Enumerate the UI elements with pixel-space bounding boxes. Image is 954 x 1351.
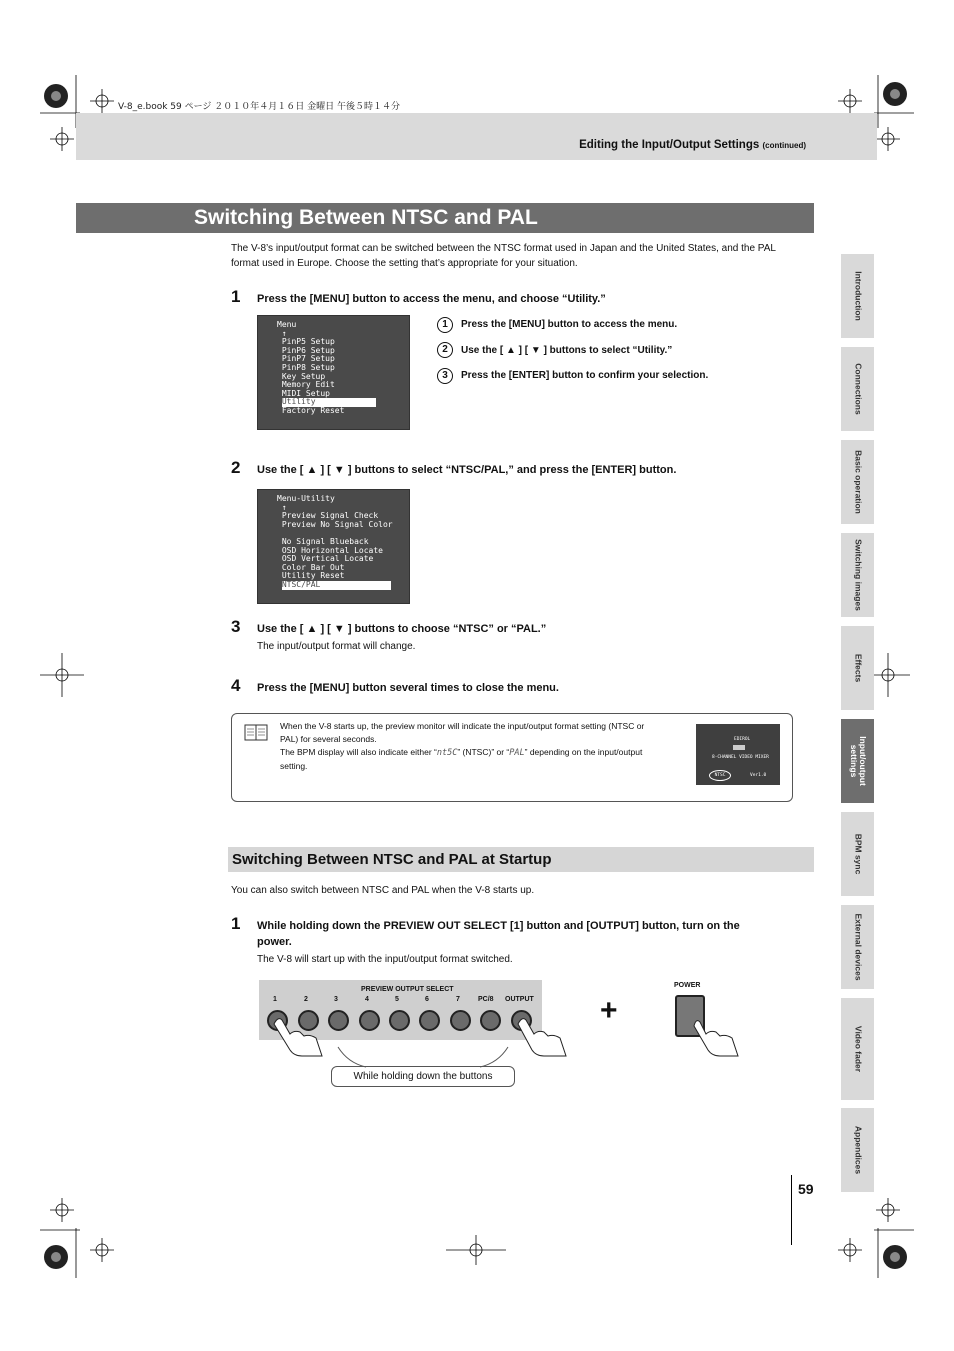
tab-label: Basic operation [853, 450, 863, 514]
step-text: Press the [MENU] button to access the menu, and choose “Utility.” [257, 293, 606, 305]
tab-label: Connections [853, 363, 863, 415]
panel-label: PREVIEW OUTPUT SELECT [361, 986, 454, 993]
scroll-up-arrow-icon: ↑ [281, 328, 287, 338]
panel-button-label: OUTPUT [505, 996, 534, 1003]
step-line: power. [257, 936, 292, 948]
tab-label: BPM sync [853, 833, 863, 875]
panel-button-label: 2 [304, 996, 308, 1003]
menu-item: OSD Horizontal Locate [281, 545, 383, 555]
startup-mode: NTSC [709, 770, 731, 781]
step-number: 4 [231, 676, 241, 695]
substep-text: Use the [ ▲ ] [ ▼ ] buttons to select “Utility.” [461, 345, 673, 356]
startup-version: Ver1.0 [750, 773, 767, 778]
menu-item: Preview No Signal Color [281, 519, 393, 529]
menu-item: PinP7 Setup [281, 354, 335, 364]
step-subtext: The V-8 will start up with the input/output format switched. [257, 954, 513, 965]
tab-label: Video fader [853, 1025, 863, 1073]
step-number: 1 [231, 287, 241, 306]
panel-button-label: PC/8 [478, 996, 494, 1003]
step-subtext: The input/output format will change. [257, 641, 416, 652]
menu-item-selected: Utility [282, 398, 376, 407]
power-label: POWER [674, 982, 701, 989]
startup-logo [733, 745, 745, 750]
tab-label: Appendices [853, 1125, 863, 1175]
pressing-hand-icon [690, 1010, 750, 1060]
menu-item: Memory Edit [281, 380, 335, 390]
startup-brand: EDIROL [734, 737, 751, 742]
step-number: 2 [231, 458, 241, 477]
utility-screen-text [277, 495, 393, 590]
subsection-title: Switching Between NTSC and PAL at Startup [232, 851, 552, 868]
page-number: 59 [798, 1181, 814, 1197]
substep-number: 3 [437, 368, 453, 384]
tab-external-devices[interactable] [841, 905, 874, 989]
panel-button-label: 1 [273, 996, 277, 1003]
startup-screen [696, 724, 780, 785]
tab-video-fader[interactable] [841, 998, 874, 1100]
page-divider [791, 1175, 792, 1245]
startup-model: 8-CHANNEL VIDEO MIXER [712, 755, 769, 760]
note-line: PAL) for several seconds. [280, 734, 377, 744]
ntsc-segment-display: nt5C [436, 748, 458, 758]
menu-title: Menu [277, 320, 297, 329]
tab-appendices[interactable] [841, 1108, 874, 1192]
step-text [257, 918, 787, 950]
panel-button-label: 4 [365, 996, 369, 1003]
tab-label: Input/output settings [848, 736, 868, 786]
menu-item: PinP8 Setup [281, 362, 335, 372]
step-line: While holding down the PREVIEW OUT SELECT [1] button and [OUTPUT] button, turn on the [257, 920, 740, 932]
note-fragment: The BPM display will also indicate either “ [280, 747, 437, 757]
panel-button-label: 6 [425, 996, 429, 1003]
tab-input-output-settings[interactable] [841, 719, 874, 803]
panel-button-label: 7 [456, 996, 460, 1003]
step-number: 3 [231, 617, 241, 636]
header-title [579, 139, 806, 151]
substep-number: 2 [437, 342, 453, 358]
note-line [280, 746, 690, 760]
plus-sign: + [600, 994, 618, 1027]
menu-item: Utility Reset [281, 571, 345, 581]
menu-item: No Signal Blueback [281, 536, 369, 546]
tab-label: Effects [853, 653, 863, 683]
note-line: setting. [280, 761, 308, 771]
intro-line: The V-8’s input/output format can be switched between the NTSC format used in Japan and the United States, and the PAL [231, 243, 776, 254]
intro [231, 241, 801, 271]
tab-label: External devices [853, 913, 863, 981]
menu-item: Key Setup [281, 371, 326, 381]
panel-button-label: 5 [395, 996, 399, 1003]
header-continued: (continued) [762, 141, 806, 150]
utility-title: Menu-Utility [277, 494, 335, 503]
utility-screen [257, 489, 410, 604]
substep-text: Press the [ENTER] button to confirm your selection. [461, 370, 709, 381]
menu-screen [257, 315, 410, 430]
section-title: Switching Between NTSC and PAL [194, 206, 538, 229]
step-text: Use the [ ▲ ] [ ▼ ] buttons to choose “NTSC” or “PAL.” [257, 623, 547, 635]
menu-screen-text [277, 321, 376, 416]
step-text: Use the [ ▲ ] [ ▼ ] buttons to select “NTSC/PAL,” and press the [ENTER] button. [257, 464, 677, 476]
subsection-intro: You can also switch between NTSC and PAL when the V-8 starts up. [231, 885, 535, 896]
tab-switching-images[interactable] [841, 533, 874, 617]
note-fragment: ” (NTSC)” or “ [457, 747, 510, 757]
tab-effects[interactable] [841, 626, 874, 710]
menu-item: PinP5 Setup [281, 337, 335, 347]
substep-text: Press the [MENU] button to access the menu. [461, 319, 678, 330]
book-icon [244, 724, 270, 742]
scroll-up-arrow-icon: ↑ [281, 502, 287, 512]
menu-item: PinP6 Setup [281, 345, 335, 355]
step-text: Press the [MENU] button several times to close the menu. [257, 682, 559, 694]
tab-label: Switching images [853, 539, 863, 611]
menu-item: MIDI Setup [281, 388, 330, 398]
note-fragment: ” depending on the input/output [524, 747, 643, 757]
pal-segment-display: PAL [509, 748, 525, 758]
menu-item: Factory Reset [281, 405, 345, 415]
header-title-text: Editing the Input/Output Settings [579, 139, 760, 151]
menu-item: Preview Signal Check [281, 511, 379, 521]
panel-button-label: 3 [334, 996, 338, 1003]
tab-label: Introduction [853, 271, 863, 321]
menu-item: Color Bar Out [281, 562, 345, 572]
menu-item: OSD Vertical Locate [281, 554, 374, 564]
tab-connections[interactable] [841, 347, 874, 431]
tab-basic-operation[interactable] [841, 440, 874, 524]
header-bar [76, 113, 877, 160]
tab-bpm-sync[interactable] [841, 812, 874, 896]
note-text [280, 720, 690, 773]
crop-info: V-8_e.book 59 ページ ２０１０年４月１６日 金曜日 午後５時１４分 [118, 102, 401, 112]
tab-introduction[interactable] [841, 254, 874, 338]
menu-item-selected: NTSC/PAL [282, 581, 391, 590]
note-line: When the V-8 starts up, the preview monitor will indicate the input/output format setting (NTSC or [280, 721, 645, 731]
step-number: 1 [231, 914, 241, 933]
substep-number: 1 [437, 317, 453, 333]
intro-line: format used in Europe. Choose the setting that’s appropriate for your situation. [231, 258, 578, 269]
callout: While holding down the buttons [331, 1066, 515, 1087]
